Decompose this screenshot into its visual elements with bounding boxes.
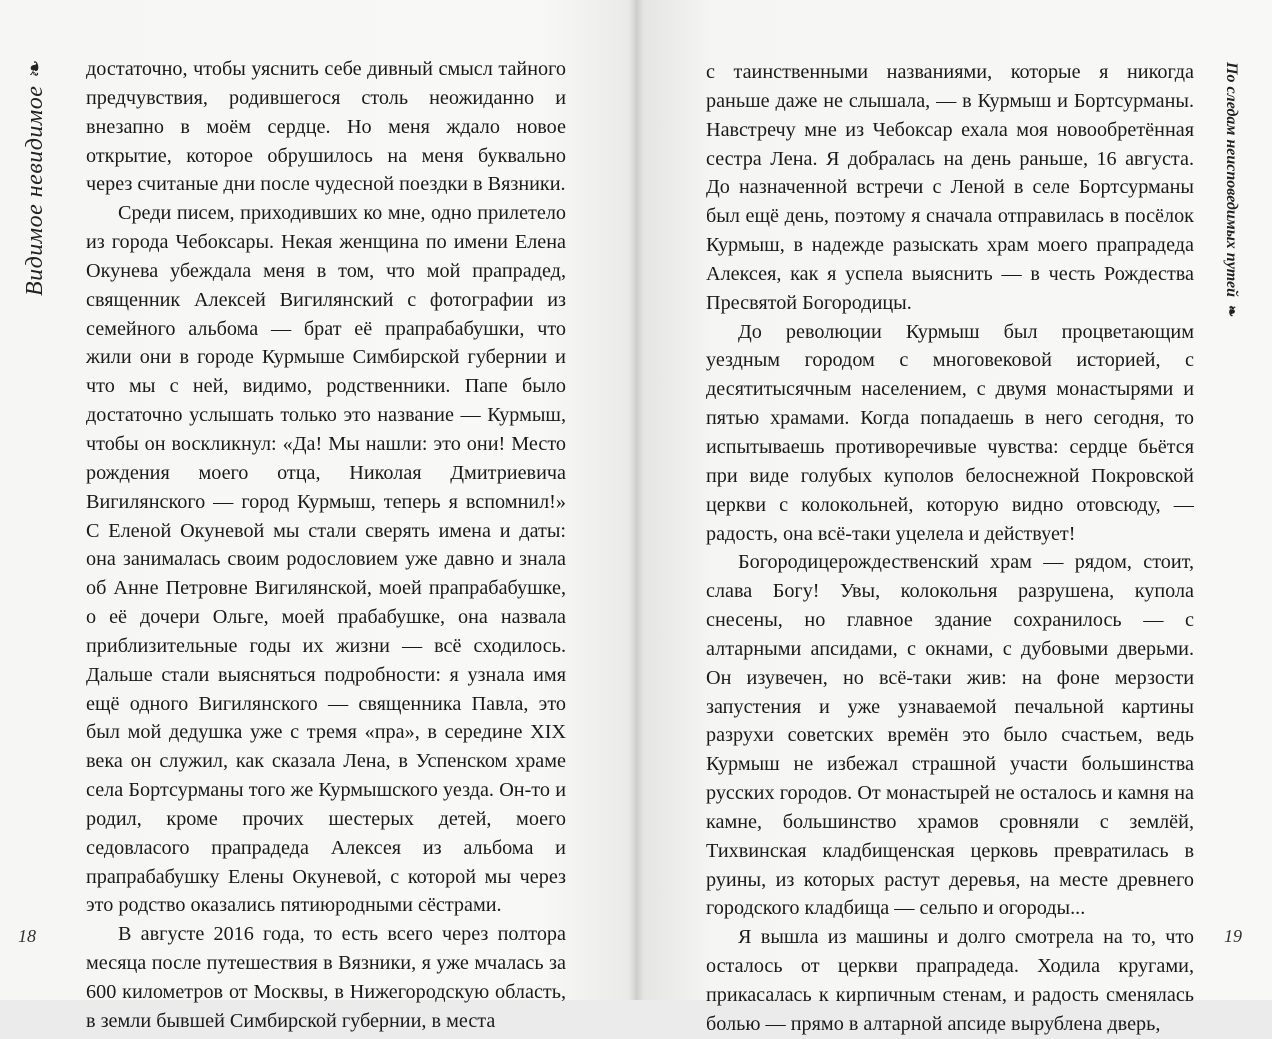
book-gutter	[628, 0, 644, 1000]
left-page-number: 18	[18, 926, 36, 946]
left-body-text	[86, 55, 566, 1036]
left-ornament-icon: ❧	[23, 59, 47, 78]
right-paragraph-1: с таинственными названиями, которые я никогда раньше даже не слышала, — в Курмыш и Бортсурманы. Навстречу мне из Чебоксар ехала моя новообретённая сестра Лена. Я добралась на день раньше, 16 августа. До назначенной встречи с Леной в селе Бортсурманы был ещё день, поэтому я сначала отправилась в посёлок Курмыш, в надежде разыскать храм моего прапрадеда Алексея, как я успела выяснить — в честь Рождества Пресвятой Богородицы.	[706, 61, 1194, 314]
left-page	[0, 0, 636, 1032]
left-running-head-title: Видимое невидимое	[22, 85, 48, 296]
right-paragraph-3: Богородицерождественский храм — рядом, стоит, слава Богу! Увы, колокольня разрушена, купола снесены, но главное здание сохранилось — с алтарными апсидами, с окнами, с дубовыми дверьми. Он изувечен, но всё-таки жив: на фоне мерзости запустения и уже узнаваемой печальной картины разрухи советских времён это было счастьем, ведь Курмыш не избежал страшной участи большинства русских городов. От монастырей не осталось и камня на камне, большинство храмов сровняли с землёй, Тихвинская кладбищенская церковь превратилась в руины, из которых растут деревья, на месте древнего городского кладбища — сельпо и огороды...	[706, 551, 1194, 920]
left-paragraph-3: В августе 2016 года, то есть всего через полтора месяца после путешествия в Вязники, я уже мчалась за 600 километров от Москвы, в Нижегородскую область, в земли бывшей Симбирской губернии, в места	[86, 923, 566, 1032]
right-ornament-icon: ❧	[1223, 305, 1239, 318]
left-paragraph-1: достаточно, чтобы уяснить себе дивный смысл тайного предчувствия, родившегося столь неожиданно и внезапно в моём сердце. Но меня ждало новое открытие, которое обрушилось на меня буквально через считаные дни после чудесной поездки в Вязники.	[86, 58, 566, 196]
right-body-text	[706, 58, 1194, 1039]
right-running-head-title: По следам неисповедимых путей	[1223, 62, 1240, 298]
left-running-head	[22, 59, 49, 296]
right-page	[636, 0, 1272, 1035]
right-paragraph-4: Я вышла из машины и долго смотрела на то, что осталось от церкви прапрадеда. Ходила кругами, прикасалась к кирпичным стенам, и радость сменялась болью — прямо в алтарной апсиде вырублена дверь,	[706, 926, 1194, 1035]
right-page-number: 19	[1224, 926, 1242, 946]
left-paragraph-2: Среди писем, приходивших ко мне, одно прилетело из города Чебоксары. Некая женщина по имени Елена Окунева убеждала меня в том, что мой прапрадед, священник Алексей Вигилянский с фотографии из семейного альбома — брат её прапрабабушки, что жили они в городе Курмыше Симбирской губернии и что мы с ней, видимо, родственники. Папе было достаточно услышать только это название — Курмыш, чтобы он воскликнул: «Да! Мы нашли: это они! Место рождения моего отца, Николая Дмитриевича Вигилянского — город Курмыш, теперь я вспомнил!» С Еленой Окуневой мы стали сверять имена и даты: она занималась своим родословием уже давно и знала об Анне Петровне Вигилянской, моей прапрабабушке, о её дочери Ольге, моей прабабушке, она назвала приблизительные годы их жизни — всё сходилось. Дальше стали выясняться подробности: я узнала имя ещё одного Вигилянского — священника Павла, это был мой дедушка уже с тремя «пра», в середине XIX века он служил, как сказала Лена, в Успенском храме села Бортсурманы того же Курмышского уезда. Он-то и родил, кроме прочих шестерых детей, моего седовласого прапрадеда Алексея из альбома и прапрабабушку Елены Окуневой, с которой мы через это родство оказались пятиюродными сёстрами.	[86, 202, 566, 917]
right-paragraph-2: До революции Курмыш был процветающим уездным городом с многовековой историей, с десятитысячным населением, с двумя монастырями и пятью храмами. Когда попадаешь в него сегодня, то испытываешь противоречивые чувства: сердце бьётся при виде голубых куполов белоснежной Покровской церкви с колокольней, которую видно отовсюду, — радость, она всё-таки уцелела и действует!	[706, 320, 1194, 545]
right-running-head	[1222, 62, 1240, 317]
